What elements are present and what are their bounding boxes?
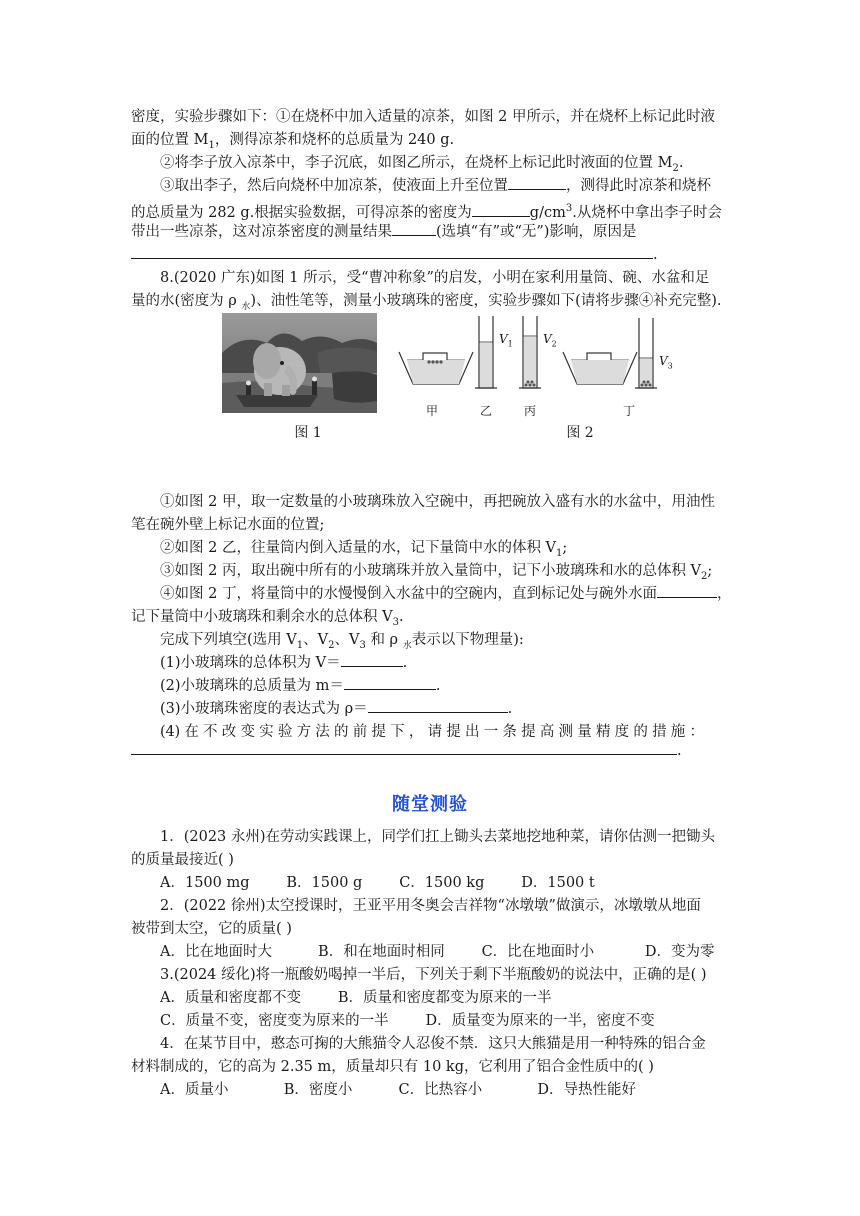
text: )、油性笔等，测量小玻璃珠的密度，实验步骤如下(请将步骤④补充完整).: [250, 293, 722, 309]
text: 8.(2020 广东)如图 1 所示，受“曹冲称象”的启发，小明在家利用量筒、碗、水盆和足: [160, 270, 710, 286]
text-line: [160, 491, 730, 513]
text: .: [398, 609, 404, 625]
figure-2-caption: 图 2: [566, 425, 594, 441]
options: A．质量和密度都不变 B．质量和密度都变为原来的一半: [160, 990, 552, 1006]
subscript: 3: [392, 616, 399, 628]
subscript: 1: [296, 639, 304, 651]
answer-blank[interactable]: [657, 583, 717, 598]
text: .: [435, 678, 441, 694]
text: 材料制成的，它的高为 2.35 m，质量却只有 10 kg，它利用了铝合金性质中的( ): [131, 1059, 654, 1075]
text-line: [160, 987, 730, 1009]
label-yi: 乙: [480, 404, 493, 418]
text: 的总质量为 282 g.根据实验数据，可得凉茶的密度为: [131, 204, 472, 221]
answer-blank[interactable]: [508, 175, 566, 190]
text-line: [160, 941, 730, 963]
options: C．质量不变，密度变为原来的一半 D．质量变为原来的一半，密度不变: [160, 1013, 655, 1029]
text: 的质量最接近( ): [131, 852, 234, 868]
text: g/cm: [529, 204, 566, 221]
text-line: [160, 1010, 730, 1032]
subscript: 1: [208, 139, 215, 151]
beaker-cylinder-diagram: [395, 312, 685, 420]
text: 面的位置 M: [131, 132, 209, 148]
text: ，: [716, 586, 732, 602]
text-line: [160, 964, 730, 986]
subscript: 1: [556, 547, 563, 559]
text: .: [402, 655, 408, 671]
text-line: [131, 1056, 731, 1078]
answer-blank[interactable]: [392, 221, 436, 236]
text-line: [160, 1079, 730, 1101]
subscript: 3: [359, 639, 366, 651]
text: (选填“有”或“无”)影响，原因是: [436, 224, 637, 240]
subscript: 水: [402, 640, 412, 651]
text: 记下量筒中小玻璃珠和剩余水的总体积 V: [131, 609, 393, 625]
text: (3)小玻璃珠密度的表达式为 ρ＝: [160, 701, 368, 717]
text: ;: [707, 563, 713, 579]
text: 被带到太空，它的质量( ): [131, 921, 292, 937]
text: (1)小玻璃珠的总体积为 V＝: [160, 655, 341, 671]
text: .: [653, 247, 658, 263]
answer-blank[interactable]: [131, 740, 677, 755]
text-line: [131, 514, 731, 536]
text: ，测得凉茶和烧杯的总质量为 240 g.: [214, 132, 455, 148]
text: 和 ρ: [365, 632, 403, 648]
text-line: [160, 583, 730, 605]
label-ding: 丁: [623, 404, 636, 418]
text: ③取出李子，然后向烧杯中加凉茶，使液面上升至位置: [160, 178, 508, 194]
text: 密度，实验步骤如下：①在烧杯中加入适量的凉茶，如图 2 甲所示，并在烧杯上标记此时液: [131, 109, 715, 125]
text: 4．在某节目中，憨态可掬的大熊猫令人忍俊不禁．这只大熊猫是用一种特殊的铝合金: [160, 1036, 706, 1052]
text: 1．(2023 永州)在劳动实践课上，同学们扛上锄头去菜地挖地种菜，请你估测一把锄头: [160, 829, 716, 845]
text: ①如图 2 甲，取一定数量的小玻璃珠放入空碗中，再把碗放入盛有水的水盆中，用油性: [160, 494, 715, 510]
label-jia: 甲: [426, 404, 439, 418]
text-line: [131, 918, 731, 940]
superscript: 3: [565, 203, 573, 214]
section-title: 随堂测验: [392, 794, 468, 815]
label-bing: 丙: [524, 404, 537, 418]
text: 3.(2024 绥化)将一瓶酸奶喝掉一半后，下列关于剩下半瓶酸奶的说法中，正确的是( ): [160, 967, 707, 983]
answer-blank[interactable]: [131, 244, 653, 259]
figure-1-caption: 图 1: [294, 425, 322, 441]
options: A．1500 mg B．1500 g C．1500 kg D．1500 t: [160, 875, 595, 891]
subscript: 2: [672, 162, 679, 174]
subscript: 2: [328, 639, 335, 651]
options: A．质量小 B．密度小 C．比热容小 D．导热性能好: [160, 1082, 637, 1098]
text: .: [678, 155, 684, 171]
text-line: [160, 1033, 730, 1055]
text: .: [507, 701, 513, 717]
text: 、V: [303, 632, 329, 648]
v3-label: $V_3$: [659, 354, 673, 371]
text: ③如图 2 丙，取出碗中所有的小玻璃珠并放入量筒中，记下小玻璃珠和水的总体积 V: [160, 563, 702, 579]
text-line: [131, 740, 731, 762]
text: ，测得此时凉茶和烧杯: [566, 178, 711, 194]
text-line: [160, 872, 730, 894]
text-line: [160, 652, 730, 674]
text-line: [160, 826, 730, 848]
text-line: [160, 698, 730, 720]
text: 量的水(密度为 ρ: [131, 293, 242, 309]
text: 笔在碗外壁上标记水面的位置;: [131, 517, 325, 533]
v1-label: $V_1$: [499, 332, 513, 349]
text-line: [131, 106, 731, 128]
text-line: [160, 175, 730, 197]
elephant-boat-illustration: [222, 313, 377, 413]
text: ②如图 2 乙，往量筒内倒入适量的水，记下量筒中水的体积 V: [160, 540, 557, 556]
text: 带出一些凉茶，这对凉茶密度的测量结果: [131, 224, 392, 240]
answer-blank[interactable]: [472, 202, 530, 217]
text-line: [131, 198, 731, 224]
text: ;: [562, 540, 568, 556]
text: 2．(2022 徐州)太空授课时，王亚平用冬奥会吉祥物“冰墩墩”做演示，冰墩墩从地面: [160, 898, 701, 914]
answer-blank[interactable]: [344, 675, 436, 690]
text-line: [160, 267, 730, 289]
text-line: [131, 244, 731, 266]
text-line: [131, 849, 731, 871]
text: (2)小玻璃珠的总质量为 m＝: [160, 678, 344, 694]
answer-blank[interactable]: [368, 698, 508, 713]
text: 、V: [334, 632, 360, 648]
text: (4) 在 不 改 变 实 验 方 法 的 前 提 下 ， 请 提 出 一 条 提 高 测 量 精 度 的 措 施 ：: [160, 724, 704, 740]
subscript: 水: [241, 301, 251, 312]
text-line: [160, 675, 730, 697]
text: 表示以下物理量):: [411, 632, 524, 648]
v2-label: $V_2$: [543, 332, 557, 349]
text: ④如图 2 丁，将量筒中的水慢慢倒入水盆中的空碗内，直到标记处与碗外水面: [160, 586, 657, 602]
subscript: 2: [701, 570, 708, 582]
cao-chong-weighs-elephant-image: [222, 313, 377, 413]
text: ②将李子放入凉茶中，李子沉底，如图乙所示，在烧杯上标记此时液面的位置 M: [160, 155, 673, 171]
text-line: [131, 221, 731, 243]
options: A．比在地面时大 B．和在地面时相同 C．比在地面时小 D．变为零: [160, 944, 715, 960]
text: .从烧杯中拿出李子时会: [572, 204, 722, 221]
text: .: [677, 743, 682, 759]
measurement-diagram: [395, 312, 685, 420]
answer-blank[interactable]: [341, 652, 403, 667]
text-line: [160, 895, 730, 917]
text: 完成下列填空(选用 V: [160, 632, 297, 648]
